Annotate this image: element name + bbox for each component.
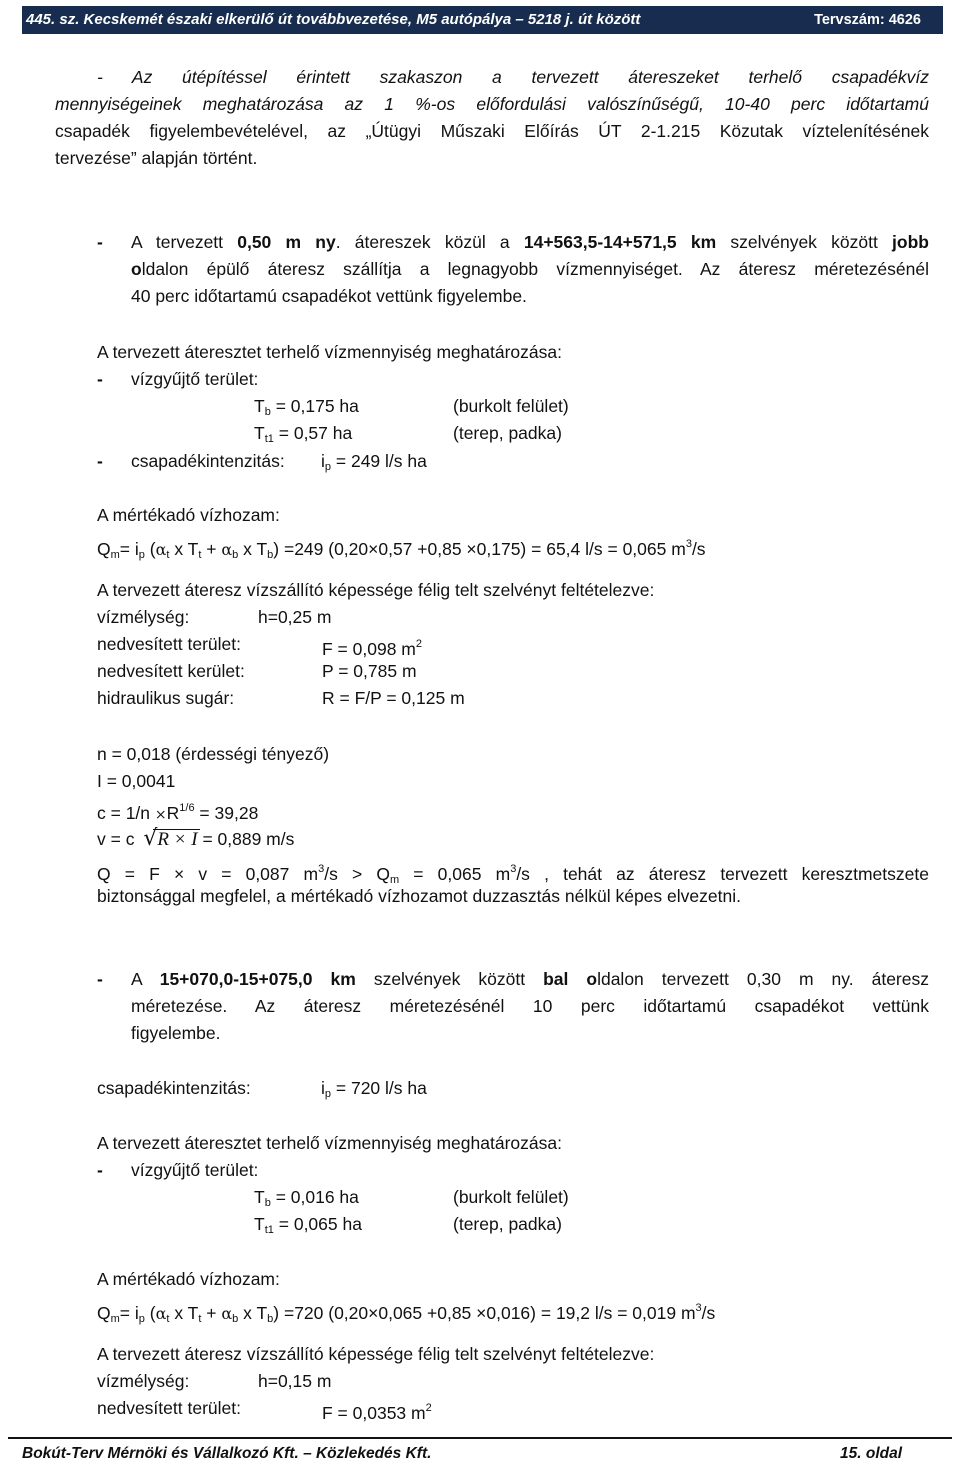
s1-conclusion: biztonsággal megfelel, a mértékadó vízhozamot duzzasztás nélkül képes elvezetni. [97, 886, 741, 906]
s2-vizgyujto-dash: - [97, 1160, 103, 1180]
s1-kepesseg-heading: A tervezett áteresz vízszállító képessége félig telt szelvényt feltételezve: [97, 580, 655, 600]
s1-vizgyujto-label: vízgyűjtő terület: [131, 369, 259, 389]
s1-vizmelyseg-label: vízmélység: [97, 607, 190, 627]
s2-tt-value: $T_{t1} = 0,065$ ha [254, 1214, 362, 1236]
s2-ip-value: $i_p = 720$ l/s ha [321, 1078, 427, 1100]
s2-para-line-2: méretezése. Az áteresz méretezésénél 10 perc időtartamú csapadékot vettünk [131, 996, 929, 1016]
s1-tt-note: (terep, padka) [453, 423, 562, 443]
intro-line-3: csapadék figyelembevételével, az „Útügyi Műszaki Előírás ÚT 2-1.215 Közutak víztelenítésének [55, 121, 929, 141]
s2-f-value: F = 0,0353 $m^2$ [322, 1402, 432, 1423]
s2-qm-formula: $Q_m= i_p$ ($\alpha_t$ x $T_t + \alpha_b$ x $T_b) =720$ (0,20×0,065 +0,85 ×0,016) = 19,2 l/s = 0,019 $m^3/s$ [97, 1302, 716, 1325]
intro-line-1: - Az útépítéssel érintett szakaszon a tervezett átereszeket terhelő csapadékvíz [97, 67, 929, 87]
s2-mertekado-heading: A mértékadó vízhozam: [97, 1269, 280, 1289]
s1-mertekado-heading: A mértékadó vízhozam: [97, 505, 280, 525]
s1-para-line-1: A tervezett 0,50 m ny. átereszek közül a 14+563,5-14+571,5 km szelvények között jobb [131, 232, 929, 252]
s1-ip-value: $i_p = 249$ l/s ha [321, 451, 427, 473]
s1-vizgyujto-dash: - [97, 369, 103, 389]
s2-f-label: nedvesített terület: [97, 1398, 241, 1418]
s1-p-label: nedvesített kerület: [97, 661, 245, 681]
s2-para-line-1: A 15+070,0-15+075,0 km szelvények között bal oldalon tervezett 0,30 m ny. áteresz [131, 969, 929, 989]
page-header [22, 6, 943, 34]
s2-dash: - [97, 969, 103, 989]
s1-terhelo-heading: A tervezett áteresztet terhelő vízmennyiség meghatározása: [97, 342, 562, 362]
square-root-icon: √ R × I [143, 826, 198, 851]
s1-dash: - [97, 232, 103, 252]
s2-vizmelyseg-value: h=0,15 m [258, 1371, 332, 1391]
s1-csap-label: csapadékintenzitás: [131, 451, 285, 471]
header-title: 445. sz. Kecskemét északi elkerülő út továbbvezetése, M5 autópálya – 5218 j. út között [26, 11, 641, 28]
s2-kepesseg-heading: A tervezett áteresz vízszállító képessége félig telt szelvényt feltételezve: [97, 1344, 655, 1364]
s2-tt-note: (terep, padka) [453, 1214, 562, 1234]
footer-page-number: 15. oldal [840, 1445, 903, 1462]
s1-f-value: F = 0,098 $m^2$ [322, 638, 422, 659]
s2-tb-note: (burkolt felület) [453, 1187, 569, 1207]
s1-tt-value: $T_{t1} = 0,57$ ha [254, 423, 353, 445]
s1-tb-value: $T_b = 0,175$ ha [254, 396, 359, 418]
intro-line-2: mennyiségeinek meghatározása az 1 %-os előfordulási valószínűségű, 10-40 perc időtartamú [55, 94, 929, 114]
s1-r-value: R = F/P = 0,125 m [322, 688, 465, 708]
s1-i-value: I = 0,0041 [97, 771, 176, 791]
s1-r-label: hidraulikus sugár: [97, 688, 235, 708]
s1-qm-formula: $Q_m= i_p$ ($\alpha_t$ x $T_t + \alpha_b$ x $T_b) =249$ (0,20×0,57 +0,85 ×0,175) = 65,4 l/s = 0,065 $m^3/s$ [97, 538, 706, 561]
s2-tb-value: $T_b = 0,016$ ha [254, 1187, 359, 1209]
s2-terhelo-heading: A tervezett áteresztet terhelő vízmennyiség meghatározása: [97, 1133, 562, 1153]
s1-vizmelyseg-value: h=0,25 m [258, 607, 332, 627]
s1-n-value: n = 0,018 (érdességi tényező) [97, 744, 330, 764]
s1-q-comparison: Q = F × v = 0,087 $m^3/s > Q_m = 0,065$ $m^3/s$ , tehát az áteresz tervezett keresztmetszete [97, 863, 929, 886]
s1-v-formula: v = c √ R × I = 0,889 m/s [97, 826, 295, 851]
footer-company: Bokút-Terv Mérnöki és Vállalkozó Kft. – Közlekedés Kft. [22, 1445, 432, 1462]
s1-csap-dash: - [97, 451, 103, 471]
s2-vizmelyseg-label: vízmélység: [97, 1371, 190, 1391]
s1-para-line-2: oldalon épülő áteresz szállítja a legnagyobb vízmennyiséget. Az áteresz méretezésénél [131, 259, 929, 279]
s2-vizgyujto-label: vízgyűjtő terület: [131, 1160, 259, 1180]
s1-c-formula: $c = 1/n \times R^{1/6} = 39,28$ [97, 802, 259, 823]
s2-csap-label: csapadékintenzitás: [97, 1078, 251, 1098]
s1-p-value: P = 0,785 m [322, 661, 417, 681]
s1-tb-note: (burkolt felület) [453, 396, 569, 416]
s1-f-label: nedvesített terület: [97, 634, 241, 654]
header-tervszam: Tervszám: 4626 [814, 12, 921, 28]
s2-para-line-3: figyelembe. [131, 1023, 221, 1043]
page-footer [8, 1437, 952, 1469]
s1-para-line-3: 40 perc időtartamú csapadékot vettünk figyelembe. [131, 286, 527, 306]
intro-line-4: tervezése” alapján történt. [55, 148, 258, 168]
